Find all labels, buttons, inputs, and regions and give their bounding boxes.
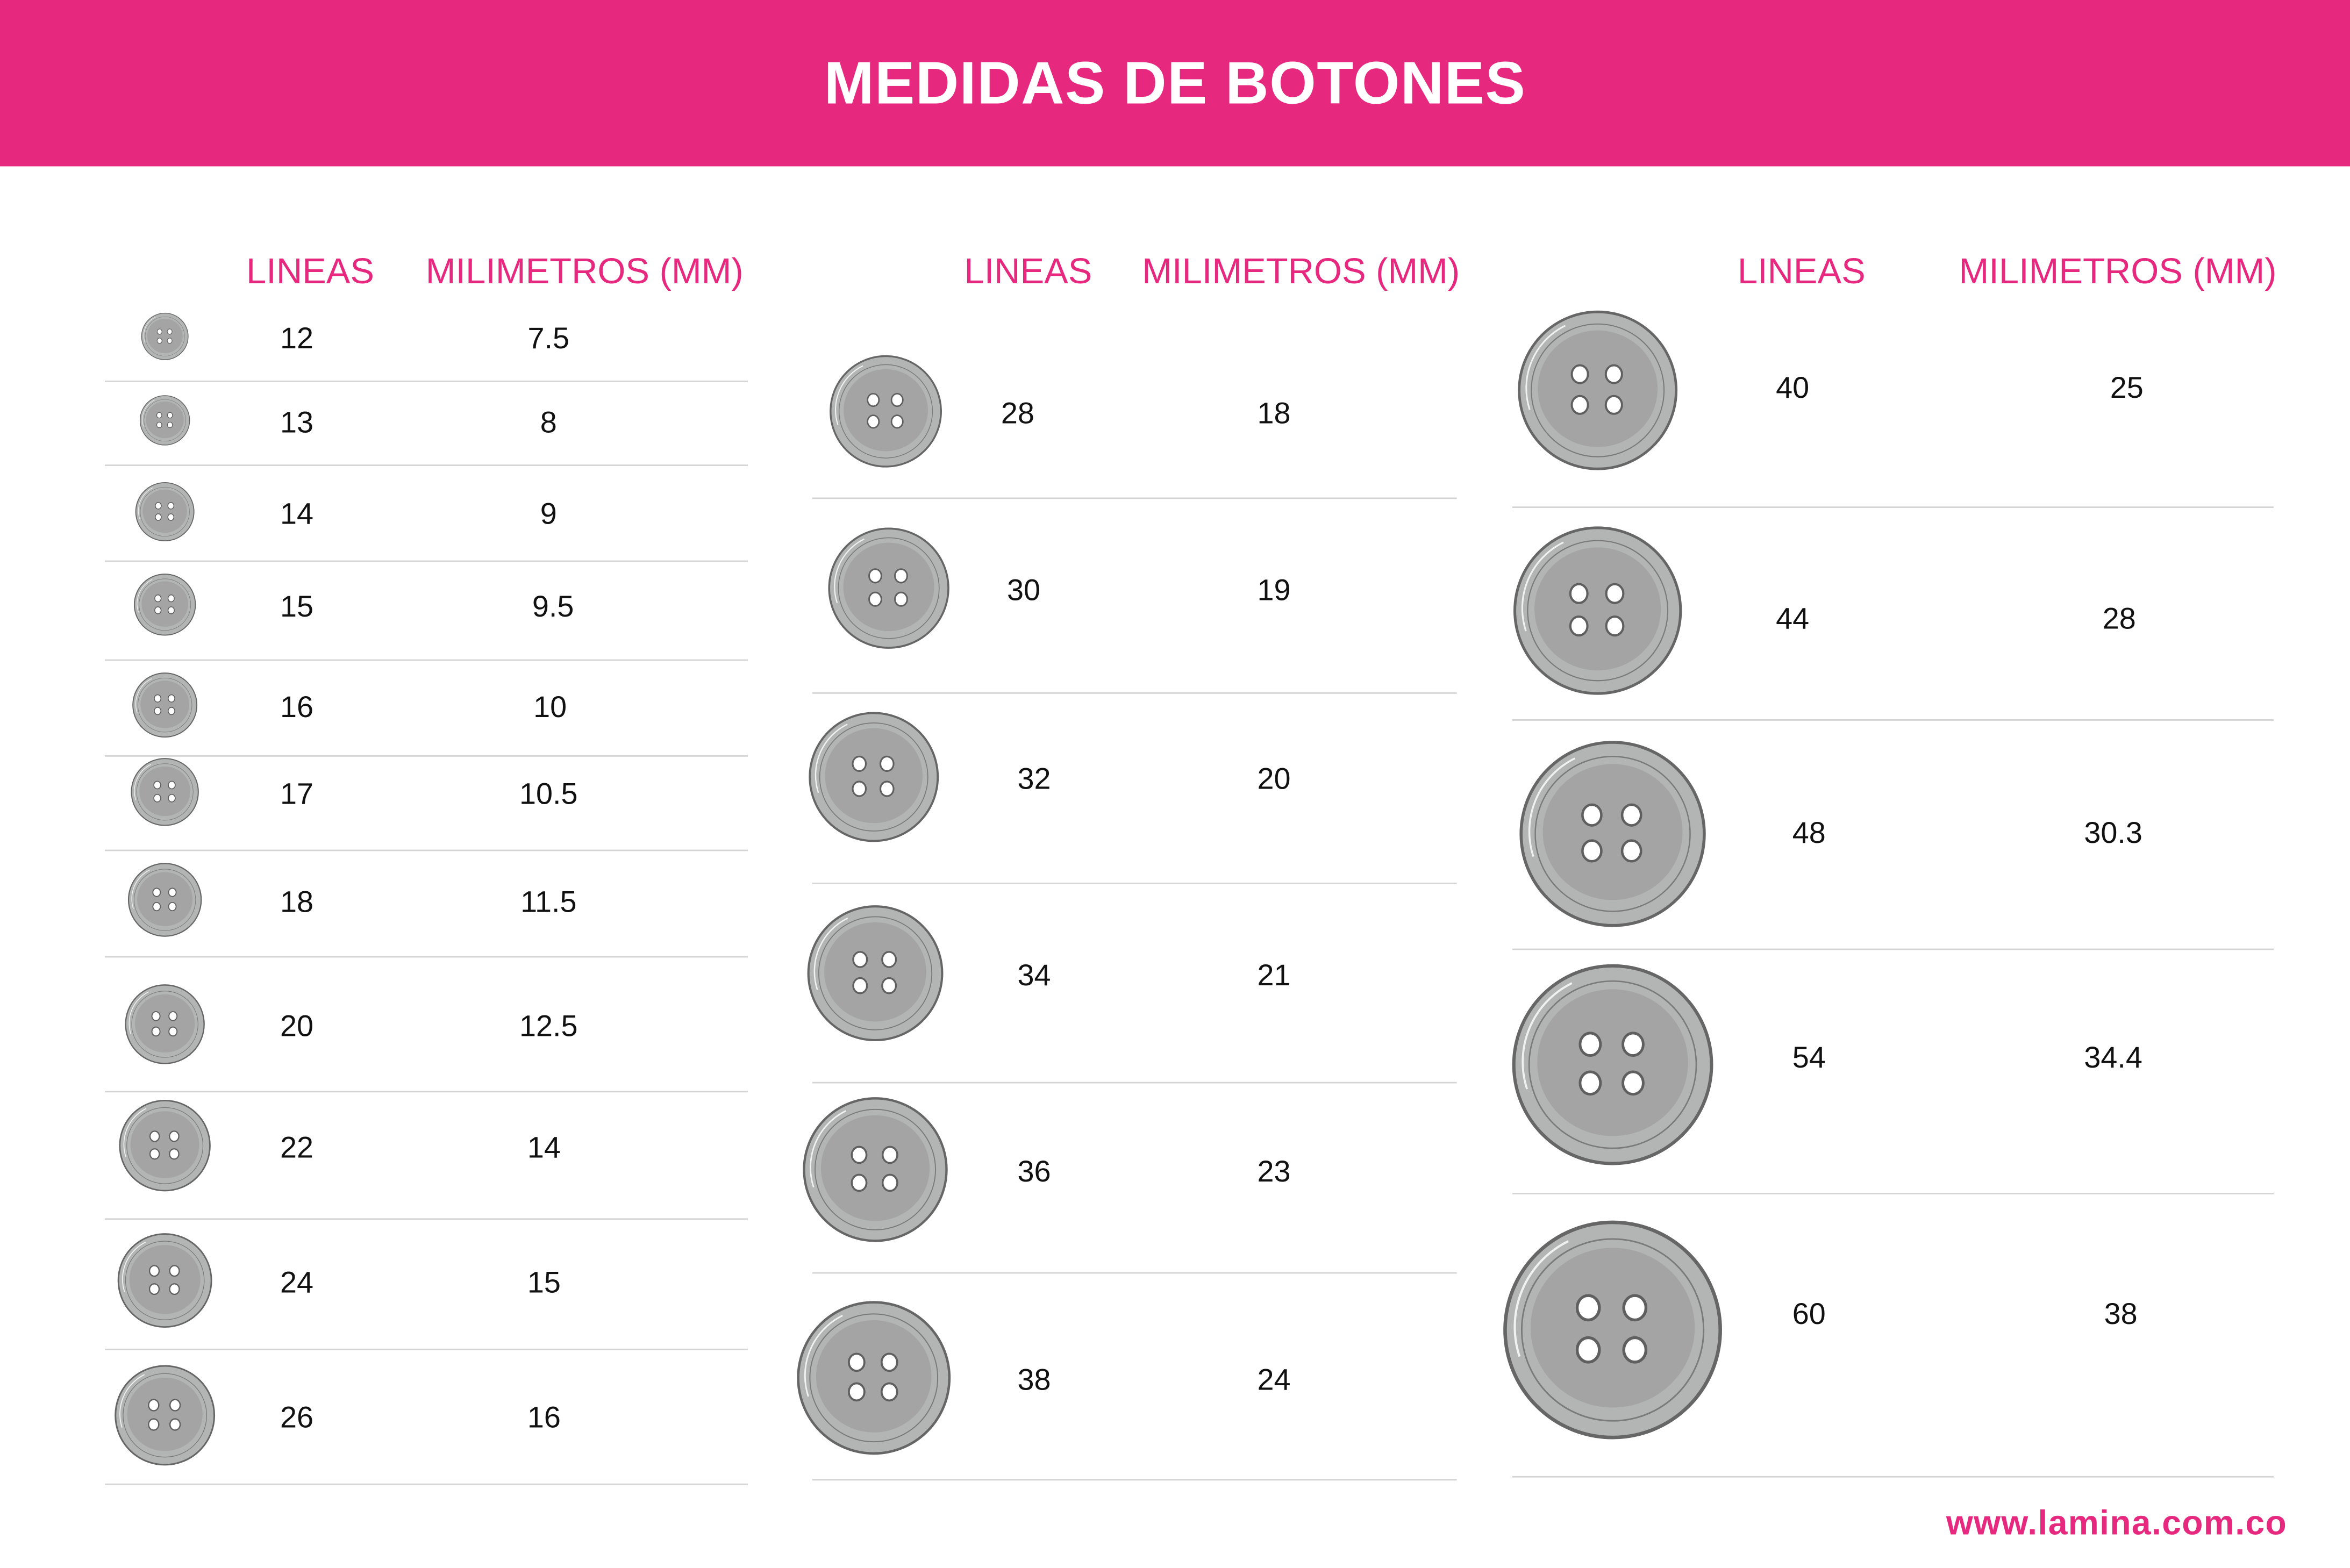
button-icon xyxy=(131,757,199,834)
millimeters-value: 15 xyxy=(527,1267,561,1300)
row-divider xyxy=(812,692,1457,694)
row-divider xyxy=(105,1218,748,1220)
row-divider xyxy=(105,464,748,466)
millimeters-value: 9 xyxy=(540,498,557,532)
button-icon xyxy=(139,395,190,454)
button-icon xyxy=(827,527,951,657)
lineas-value: 48 xyxy=(1792,817,1826,851)
millimeters-value: 25 xyxy=(2110,372,2144,406)
millimeters-value: 24 xyxy=(1257,1364,1291,1398)
page-title: MEDIDAS DE BOTONES xyxy=(824,51,1526,117)
button-icon xyxy=(802,1096,948,1250)
millimeters-value: 7.5 xyxy=(527,323,570,356)
lineas-value: 28 xyxy=(1001,398,1034,431)
button-icon xyxy=(118,1099,211,1200)
row-divider xyxy=(105,660,748,661)
row-divider xyxy=(105,561,748,562)
row-divider xyxy=(105,1484,748,1485)
millimeters-value: 10 xyxy=(533,691,567,725)
row-divider xyxy=(812,1082,1457,1084)
row-divider xyxy=(1512,506,2274,508)
lineas-value: 32 xyxy=(1017,763,1051,797)
millimeters-value: 12.5 xyxy=(519,1011,578,1044)
lineas-value: 40 xyxy=(1776,372,1810,406)
lineas-value: 26 xyxy=(280,1401,313,1435)
lineas-value: 12 xyxy=(280,323,313,356)
millimeters-value: 20 xyxy=(1257,763,1291,797)
button-icon xyxy=(141,312,189,368)
button-icon xyxy=(829,354,943,476)
millimeters-value: 16 xyxy=(527,1401,561,1435)
button-icon xyxy=(1512,525,1683,704)
button-icon xyxy=(1518,740,1707,936)
millimeters-value: 11.5 xyxy=(520,886,577,920)
millimeters-value: 10.5 xyxy=(519,778,578,812)
millimeters-value: 9.5 xyxy=(532,591,574,625)
button-icon xyxy=(127,862,202,944)
row-divider xyxy=(105,381,748,382)
lineas-value: 20 xyxy=(280,1011,313,1044)
lineas-value: 13 xyxy=(280,406,313,440)
button-icon xyxy=(1502,1219,1724,1449)
lineas-value: 44 xyxy=(1776,603,1810,636)
button-icon xyxy=(1511,963,1715,1174)
lineas-value: 15 xyxy=(280,591,313,625)
button-icon xyxy=(1517,310,1678,479)
millimeters-value: 18 xyxy=(1257,398,1291,431)
header-banner xyxy=(0,0,2350,166)
millimeters-value: 34.4 xyxy=(2084,1042,2142,1076)
button-icon xyxy=(808,711,940,850)
column-header-millimeters: MILIMETROS (MM) xyxy=(425,252,744,292)
lineas-value: 18 xyxy=(280,886,313,920)
millimeters-value: 28 xyxy=(2102,603,2136,636)
website-link[interactable]: www.lamina.com.co xyxy=(1946,1503,2288,1542)
button-icon xyxy=(117,1233,212,1336)
row-divider xyxy=(812,498,1457,499)
lineas-value: 16 xyxy=(280,691,313,725)
millimeters-value: 30.3 xyxy=(2084,817,2142,851)
lineas-value: 34 xyxy=(1017,960,1051,993)
millimeters-value: 23 xyxy=(1257,1156,1291,1190)
lineas-value: 30 xyxy=(1006,575,1041,608)
button-icon xyxy=(806,904,944,1049)
lineas-value: 24 xyxy=(280,1267,313,1300)
column-header-millimeters: MILIMETROS (MM) xyxy=(1142,252,1460,292)
column-header-lineas: LINEAS xyxy=(1737,252,1866,292)
button-icon xyxy=(135,482,195,549)
row-divider xyxy=(1512,1476,2274,1478)
lineas-value: 14 xyxy=(280,498,313,532)
millimeters-value: 8 xyxy=(540,406,557,440)
row-divider xyxy=(105,956,748,958)
row-divider xyxy=(812,883,1457,884)
row-divider xyxy=(1512,949,2274,950)
button-icon xyxy=(132,672,198,746)
row-divider xyxy=(105,1349,748,1350)
row-divider xyxy=(105,1091,748,1092)
row-divider xyxy=(812,1272,1457,1274)
button-icon xyxy=(114,1364,216,1474)
button-icon xyxy=(133,573,196,643)
millimeters-value: 21 xyxy=(1257,960,1291,993)
lineas-value: 36 xyxy=(1017,1156,1051,1190)
button-icon xyxy=(796,1300,952,1463)
millimeters-value: 38 xyxy=(2104,1298,2138,1331)
column-header-millimeters: MILIMETROS (MM) xyxy=(1959,252,2277,292)
lineas-value: 17 xyxy=(280,778,313,812)
lineas-value: 54 xyxy=(1792,1042,1826,1076)
button-icon xyxy=(124,984,205,1072)
lineas-value: 60 xyxy=(1792,1298,1826,1331)
column-header-lineas: LINEAS xyxy=(964,252,1092,292)
millimeters-value: 19 xyxy=(1257,575,1291,608)
row-divider xyxy=(1512,1193,2274,1194)
row-divider xyxy=(812,1479,1457,1480)
row-divider xyxy=(1512,719,2274,721)
lineas-value: 38 xyxy=(1017,1364,1051,1398)
row-divider xyxy=(105,850,748,851)
millimeters-value: 14 xyxy=(527,1132,561,1165)
lineas-value: 22 xyxy=(280,1132,313,1165)
column-header-lineas: LINEAS xyxy=(246,252,375,292)
row-divider xyxy=(105,755,748,757)
